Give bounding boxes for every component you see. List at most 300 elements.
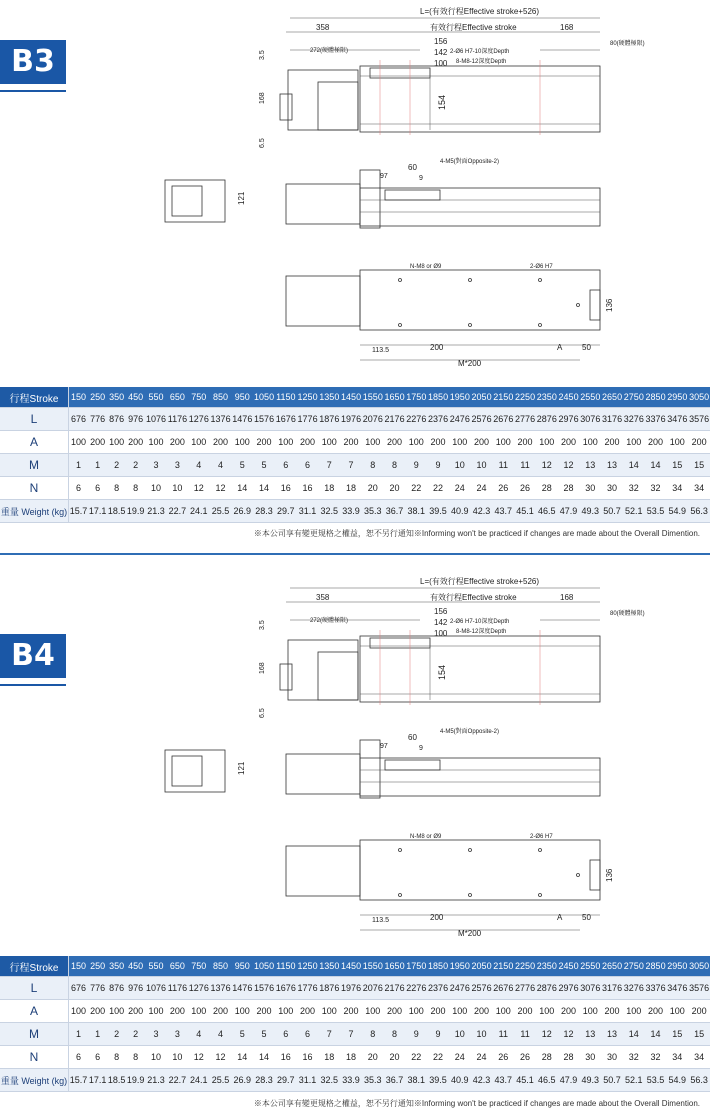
table-cell: 200 bbox=[645, 431, 667, 454]
spec-note-b3: ※本公司享有變更規格之權益，恕不另行通知※Informing won't be practiced if changes are made about the Overall Dimention. bbox=[253, 529, 700, 538]
table-cell: 45.1 bbox=[514, 1069, 536, 1092]
table-cell: 56.3 bbox=[688, 1069, 710, 1092]
callout-h7-holes: 2-Ø6 H7-10深度Depth bbox=[450, 619, 510, 625]
dim-label-3-5: 3.5 bbox=[259, 620, 266, 630]
callout-h7-bottom: 2-Ø6 H7 bbox=[530, 264, 553, 270]
dim-label-100: 100 bbox=[434, 59, 448, 68]
table-cell: 11 bbox=[514, 1023, 536, 1046]
table-cell: 100 bbox=[145, 431, 167, 454]
dim-label-168: 168 bbox=[560, 593, 574, 602]
table-cell: 1576 bbox=[253, 408, 275, 431]
stroke-cell: 2950 bbox=[666, 387, 688, 408]
table-cell: 200 bbox=[645, 1000, 667, 1023]
dim-label-358: 358 bbox=[316, 593, 330, 602]
table-cell: 20 bbox=[362, 1046, 384, 1069]
table-cell: 30 bbox=[601, 477, 623, 500]
stroke-cell: 450 bbox=[126, 387, 145, 408]
table-cell: 21.3 bbox=[145, 1069, 167, 1092]
table-cell: 24 bbox=[471, 1046, 493, 1069]
stroke-cell: 2750 bbox=[623, 387, 645, 408]
stroke-cell: 950 bbox=[231, 956, 253, 977]
stroke-cell: 2150 bbox=[492, 387, 514, 408]
table-cell: 1476 bbox=[231, 408, 253, 431]
table-cell: 28.3 bbox=[253, 500, 275, 523]
table-cell: 100 bbox=[579, 1000, 601, 1023]
table-cell: 1176 bbox=[167, 977, 188, 1000]
table-cell: 200 bbox=[253, 1000, 275, 1023]
table-cell: 776 bbox=[88, 977, 107, 1000]
stroke-header-label: 行程Stroke bbox=[0, 387, 69, 408]
table-cell: 3276 bbox=[623, 408, 645, 431]
table-cell: 3376 bbox=[645, 977, 667, 1000]
dim-label-121: 121 bbox=[237, 761, 246, 775]
table-cell: 16 bbox=[275, 1046, 297, 1069]
table-cell: 200 bbox=[558, 431, 580, 454]
table-row bbox=[0, 1000, 710, 1023]
callout-m8-holes: 8-M8-12深度Depth bbox=[456, 629, 507, 635]
stroke-cell: 1450 bbox=[340, 956, 362, 977]
table-cell: 3276 bbox=[623, 977, 645, 1000]
table-cell: 2276 bbox=[405, 408, 427, 431]
table-cell: 14 bbox=[623, 1023, 645, 1046]
table-cell: 3 bbox=[167, 454, 188, 477]
table-cell: 40.9 bbox=[449, 1069, 471, 1092]
table-cell: 100 bbox=[107, 431, 126, 454]
dim-label-97: 97 bbox=[380, 173, 388, 180]
table-cell: 16 bbox=[275, 477, 297, 500]
callout-nm8-holes: N-M8 or Ø9 bbox=[410, 264, 442, 270]
table-cell: 3576 bbox=[688, 408, 710, 431]
table-cell: 1576 bbox=[253, 977, 275, 1000]
table-cell: 3176 bbox=[601, 408, 623, 431]
stroke-cell: 1750 bbox=[405, 956, 427, 977]
table-cell: 200 bbox=[297, 1000, 319, 1023]
table-cell: 3476 bbox=[666, 977, 688, 1000]
stroke-cell: 1850 bbox=[427, 387, 449, 408]
table-cell: 200 bbox=[601, 1000, 623, 1023]
table-cell: 19.9 bbox=[126, 1069, 145, 1092]
table-cell: 17.1 bbox=[88, 1069, 107, 1092]
table-cell: 8 bbox=[384, 1023, 406, 1046]
table-cell: 14 bbox=[645, 1023, 667, 1046]
table-cell: 15.7 bbox=[69, 500, 89, 523]
table-cell: 100 bbox=[449, 431, 471, 454]
table-cell: 100 bbox=[231, 1000, 253, 1023]
table-row bbox=[0, 408, 710, 431]
table-cell: 26 bbox=[514, 1046, 536, 1069]
table-cell: 49.3 bbox=[579, 1069, 601, 1092]
table-cell: 100 bbox=[666, 1000, 688, 1023]
table-cell: 100 bbox=[579, 431, 601, 454]
stroke-cell: 1150 bbox=[275, 387, 297, 408]
table-cell: 200 bbox=[427, 431, 449, 454]
stroke-cell: 2850 bbox=[645, 956, 667, 977]
stroke-cell: 1950 bbox=[449, 956, 471, 977]
stroke-cell: 2850 bbox=[645, 387, 667, 408]
table-cell: 26 bbox=[514, 477, 536, 500]
table-cell: 32.5 bbox=[318, 1069, 340, 1092]
stroke-cell: 2450 bbox=[558, 956, 580, 977]
table-cell: 100 bbox=[69, 431, 89, 454]
table-cell: 35.3 bbox=[362, 1069, 384, 1092]
table-cell: 2176 bbox=[384, 977, 406, 1000]
table-cell: 8 bbox=[384, 454, 406, 477]
table-cell: 10 bbox=[471, 454, 493, 477]
table-cell: 28 bbox=[536, 477, 558, 500]
table-cell: 29.7 bbox=[275, 1069, 297, 1092]
table-cell: 1776 bbox=[297, 977, 319, 1000]
stroke-cell: 1950 bbox=[449, 387, 471, 408]
table-cell: 4 bbox=[210, 1023, 232, 1046]
stroke-cell: 1450 bbox=[340, 387, 362, 408]
table-cell: 11 bbox=[514, 454, 536, 477]
table-cell: 49.3 bbox=[579, 500, 601, 523]
table-cell: 3576 bbox=[688, 977, 710, 1000]
table-cell: 8 bbox=[362, 454, 384, 477]
table-cell: 200 bbox=[427, 1000, 449, 1023]
table-cell: 47.9 bbox=[558, 1069, 580, 1092]
table-cell: 100 bbox=[188, 431, 210, 454]
table-cell: 50.7 bbox=[601, 500, 623, 523]
table-cell: 1276 bbox=[188, 408, 210, 431]
section-separator bbox=[0, 553, 710, 555]
dim-label-6-5: 6.5 bbox=[259, 138, 266, 148]
callout-nm8-holes: N-M8 or Ø9 bbox=[410, 834, 442, 840]
table-cell: 2 bbox=[107, 1023, 126, 1046]
table-cell: 38.1 bbox=[405, 500, 427, 523]
table-cell: 16 bbox=[297, 1046, 319, 1069]
table-cell: 43.7 bbox=[492, 1069, 514, 1092]
stroke-cell: 550 bbox=[145, 387, 167, 408]
table-cell: 200 bbox=[210, 1000, 232, 1023]
dim-label-113-5: 113.5 bbox=[372, 347, 389, 354]
table-cell: 54.9 bbox=[666, 500, 688, 523]
table-cell: 1076 bbox=[145, 408, 167, 431]
table-cell: 15.7 bbox=[69, 1069, 89, 1092]
stroke-cell: 1750 bbox=[405, 387, 427, 408]
table-cell: 1276 bbox=[188, 977, 210, 1000]
table-cell: 24.1 bbox=[188, 500, 210, 523]
dim-label-effective-stroke: 有效行程Effective stroke bbox=[430, 593, 517, 602]
table-cell: 9 bbox=[405, 1023, 427, 1046]
dim-label-156: 156 bbox=[434, 607, 448, 616]
stroke-cell: 1050 bbox=[253, 956, 275, 977]
table-cell: 200 bbox=[88, 1000, 107, 1023]
dim-label-136: 136 bbox=[605, 298, 614, 312]
dim-label-A: A bbox=[557, 913, 563, 922]
table-cell: 4 bbox=[188, 1023, 210, 1046]
table-cell: 33.9 bbox=[340, 500, 362, 523]
dim-label-136: 136 bbox=[605, 868, 614, 882]
table-cell: 16 bbox=[297, 477, 319, 500]
stroke-cell: 750 bbox=[188, 956, 210, 977]
table-cell: 676 bbox=[69, 408, 89, 431]
table-cell: 14 bbox=[253, 477, 275, 500]
table-cell: 18 bbox=[318, 1046, 340, 1069]
table-cell: 200 bbox=[384, 1000, 406, 1023]
dim-label-168: 168 bbox=[560, 23, 574, 32]
table-cell: 200 bbox=[514, 1000, 536, 1023]
table-cell: 100 bbox=[449, 1000, 471, 1023]
row-label: M bbox=[0, 1023, 69, 1046]
table-cell: 54.9 bbox=[666, 1069, 688, 1092]
dim-label-272: 272(硬體極限) bbox=[310, 48, 349, 54]
table-cell: 200 bbox=[514, 431, 536, 454]
stroke-cell: 1650 bbox=[384, 956, 406, 977]
table-cell: 6 bbox=[297, 454, 319, 477]
table-cell: 1476 bbox=[231, 977, 253, 1000]
table-cell: 12 bbox=[210, 1046, 232, 1069]
table-cell: 42.3 bbox=[471, 1069, 493, 1092]
table-cell: 2776 bbox=[514, 977, 536, 1000]
table-cell: 34 bbox=[666, 1046, 688, 1069]
row-label: 重量 Weight (kg) bbox=[0, 1069, 69, 1092]
table-cell: 24 bbox=[471, 477, 493, 500]
table-cell: 26 bbox=[492, 1046, 514, 1069]
table-cell: 6 bbox=[88, 477, 107, 500]
dim-label-97: 97 bbox=[380, 743, 388, 750]
row-label: N bbox=[0, 477, 69, 500]
table-cell: 10 bbox=[471, 1023, 493, 1046]
table-cell: 2076 bbox=[362, 977, 384, 1000]
table-cell: 22.7 bbox=[167, 1069, 188, 1092]
table-cell: 100 bbox=[275, 431, 297, 454]
dim-label-156: 156 bbox=[434, 37, 448, 46]
table-cell: 18 bbox=[340, 1046, 362, 1069]
table-cell: 22 bbox=[405, 477, 427, 500]
table-cell: 22.7 bbox=[167, 500, 188, 523]
table-cell: 100 bbox=[188, 1000, 210, 1023]
stroke-cell: 1550 bbox=[362, 956, 384, 977]
table-cell: 18 bbox=[318, 477, 340, 500]
table-cell: 2 bbox=[126, 454, 145, 477]
table-cell: 33.9 bbox=[340, 1069, 362, 1092]
stroke-cell: 350 bbox=[107, 956, 126, 977]
table-cell: 11 bbox=[492, 1023, 514, 1046]
table-cell: 18 bbox=[340, 477, 362, 500]
callout-h7-bottom: 2-Ø6 H7 bbox=[530, 834, 553, 840]
table-row bbox=[0, 431, 710, 454]
dim-label-80: 80(硬體極限) bbox=[610, 611, 645, 617]
stroke-cell: 350 bbox=[107, 387, 126, 408]
table-cell: 3 bbox=[145, 1023, 167, 1046]
table-cell: 22 bbox=[405, 1046, 427, 1069]
table-cell: 7 bbox=[318, 454, 340, 477]
table-cell: 5 bbox=[253, 454, 275, 477]
table-cell: 14 bbox=[645, 454, 667, 477]
table-cell: 36.7 bbox=[384, 1069, 406, 1092]
dim-label-358: 358 bbox=[316, 23, 330, 32]
table-cell: 100 bbox=[362, 431, 384, 454]
dim-label-A: A bbox=[557, 343, 563, 352]
table-cell: 20 bbox=[362, 477, 384, 500]
table-cell: 34 bbox=[688, 1046, 710, 1069]
table-cell: 13 bbox=[601, 454, 623, 477]
table-cell: 876 bbox=[107, 408, 126, 431]
table-cell: 2576 bbox=[471, 977, 493, 1000]
table-cell: 2 bbox=[107, 454, 126, 477]
stroke-cell: 3050 bbox=[688, 387, 710, 408]
table-cell: 14 bbox=[623, 454, 645, 477]
table-cell: 19.9 bbox=[126, 500, 145, 523]
dim-label-142: 142 bbox=[434, 48, 448, 57]
table-cell: 14 bbox=[231, 477, 253, 500]
table-cell: 8 bbox=[362, 1023, 384, 1046]
table-cell: 3 bbox=[167, 1023, 188, 1046]
stroke-cell: 650 bbox=[167, 387, 188, 408]
table-cell: 18.5 bbox=[107, 500, 126, 523]
dim-label-3-5: 3.5 bbox=[259, 50, 266, 60]
stroke-cell: 1850 bbox=[427, 956, 449, 977]
table-cell: 7 bbox=[340, 1023, 362, 1046]
dim-label-200: 200 bbox=[430, 343, 444, 352]
stroke-cell: 850 bbox=[210, 956, 232, 977]
table-cell: 39.5 bbox=[427, 500, 449, 523]
table-cell: 18.5 bbox=[107, 1069, 126, 1092]
stroke-cell: 2050 bbox=[471, 387, 493, 408]
stroke-cell: 750 bbox=[188, 387, 210, 408]
dim-label-200: 200 bbox=[430, 913, 444, 922]
stroke-cell: 250 bbox=[88, 956, 107, 977]
table-cell: 200 bbox=[471, 1000, 493, 1023]
callout-m5-holes: 4-M5(對面Opposite-2) bbox=[440, 729, 500, 735]
dim-label-9: 9 bbox=[419, 175, 423, 182]
table-cell: 13 bbox=[579, 454, 601, 477]
table-cell: 12 bbox=[536, 1023, 558, 1046]
callout-m5-holes: 4-M5(對面Opposite-2) bbox=[440, 159, 500, 165]
table-cell: 1976 bbox=[340, 408, 362, 431]
spec-table-b3 bbox=[0, 387, 710, 523]
stroke-cell: 2050 bbox=[471, 956, 493, 977]
table-cell: 6 bbox=[275, 454, 297, 477]
table-cell: 200 bbox=[471, 431, 493, 454]
table-cell: 15 bbox=[688, 1023, 710, 1046]
table-cell: 20 bbox=[384, 1046, 406, 1069]
spec-table-b4 bbox=[0, 956, 710, 1092]
table-cell: 6 bbox=[88, 1046, 107, 1069]
row-label: M bbox=[0, 454, 69, 477]
table-cell: 1 bbox=[88, 454, 107, 477]
table-cell: 1176 bbox=[167, 408, 188, 431]
table-cell: 28 bbox=[536, 1046, 558, 1069]
table-cell: 8 bbox=[107, 1046, 126, 1069]
table-cell: 100 bbox=[492, 1000, 514, 1023]
table-cell: 3476 bbox=[666, 408, 688, 431]
table-cell: 50.7 bbox=[601, 1069, 623, 1092]
table-cell: 100 bbox=[405, 431, 427, 454]
table-cell: 39.5 bbox=[427, 1069, 449, 1092]
stroke-cell: 850 bbox=[210, 387, 232, 408]
table-cell: 12 bbox=[536, 454, 558, 477]
stroke-cell: 950 bbox=[231, 387, 253, 408]
table-cell: 200 bbox=[126, 1000, 145, 1023]
table-cell: 32 bbox=[645, 477, 667, 500]
table-cell: 100 bbox=[405, 1000, 427, 1023]
stroke-cell: 2450 bbox=[558, 387, 580, 408]
stroke-cell: 2750 bbox=[623, 956, 645, 977]
table-cell: 14 bbox=[253, 1046, 275, 1069]
table-cell: 20 bbox=[384, 477, 406, 500]
table-cell: 200 bbox=[126, 431, 145, 454]
table-cell: 6 bbox=[69, 1046, 89, 1069]
table-cell: 7 bbox=[318, 1023, 340, 1046]
table-cell: 17.1 bbox=[88, 500, 107, 523]
table-cell: 1876 bbox=[318, 977, 340, 1000]
table-cell: 100 bbox=[69, 1000, 89, 1023]
table-cell: 28 bbox=[558, 477, 580, 500]
table-cell: 52.1 bbox=[623, 500, 645, 523]
table-cell: 1376 bbox=[210, 408, 232, 431]
table-cell: 1676 bbox=[275, 408, 297, 431]
table-cell: 53.5 bbox=[645, 1069, 667, 1092]
table-row bbox=[0, 477, 710, 500]
table-cell: 25.5 bbox=[210, 1069, 232, 1092]
table-cell: 100 bbox=[362, 1000, 384, 1023]
table-cell: 10 bbox=[145, 477, 167, 500]
stroke-cell: 1250 bbox=[297, 956, 319, 977]
table-cell: 22 bbox=[427, 477, 449, 500]
dim-label-60: 60 bbox=[408, 733, 417, 742]
table-cell: 776 bbox=[88, 408, 107, 431]
table-cell: 12 bbox=[558, 1023, 580, 1046]
spec-note-b4: ※本公司享有變更規格之權益，恕不另行通知※Informing won't be practiced if changes are made about the Overall Dimention. bbox=[253, 1099, 700, 1108]
table-cell: 9 bbox=[405, 454, 427, 477]
table-cell: 3076 bbox=[579, 408, 601, 431]
table-cell: 46.5 bbox=[536, 1069, 558, 1092]
table-cell: 100 bbox=[275, 1000, 297, 1023]
table-cell: 2976 bbox=[558, 408, 580, 431]
table-cell: 40.9 bbox=[449, 500, 471, 523]
row-label: A bbox=[0, 1000, 69, 1023]
table-cell: 676 bbox=[69, 977, 89, 1000]
table-row bbox=[0, 1069, 710, 1092]
stroke-cell: 2250 bbox=[514, 956, 536, 977]
dim-label-100: 100 bbox=[434, 629, 448, 638]
callout-m8-holes: 8-M8-12深度Depth bbox=[456, 59, 507, 65]
table-cell: 12 bbox=[210, 477, 232, 500]
table-cell: 12 bbox=[188, 1046, 210, 1069]
table-cell: 2 bbox=[126, 1023, 145, 1046]
row-label: L bbox=[0, 977, 69, 1000]
drawing-b4 bbox=[0, 570, 710, 950]
table-cell: 10 bbox=[449, 454, 471, 477]
table-cell: 100 bbox=[318, 1000, 340, 1023]
stroke-cell: 1350 bbox=[318, 387, 340, 408]
table-cell: 4 bbox=[188, 454, 210, 477]
table-cell: 6 bbox=[297, 1023, 319, 1046]
table-cell: 3076 bbox=[579, 977, 601, 1000]
table-cell: 100 bbox=[318, 431, 340, 454]
table-cell: 5 bbox=[253, 1023, 275, 1046]
table-cell: 24 bbox=[449, 477, 471, 500]
table-cell: 38.1 bbox=[405, 1069, 427, 1092]
table-cell: 32 bbox=[645, 1046, 667, 1069]
stroke-cell: 2650 bbox=[601, 956, 623, 977]
stroke-cell: 2250 bbox=[514, 387, 536, 408]
table-cell: 31.1 bbox=[297, 500, 319, 523]
dim-label-M200: M*200 bbox=[458, 929, 482, 938]
table-cell: 12 bbox=[188, 477, 210, 500]
table-cell: 1776 bbox=[297, 408, 319, 431]
table-cell: 32 bbox=[623, 1046, 645, 1069]
table-cell: 15 bbox=[688, 454, 710, 477]
table-cell: 29.7 bbox=[275, 500, 297, 523]
table-cell: 200 bbox=[88, 431, 107, 454]
table-cell: 100 bbox=[666, 431, 688, 454]
table-cell: 36.7 bbox=[384, 500, 406, 523]
dim-label-9: 9 bbox=[419, 745, 423, 752]
table-cell: 876 bbox=[107, 977, 126, 1000]
